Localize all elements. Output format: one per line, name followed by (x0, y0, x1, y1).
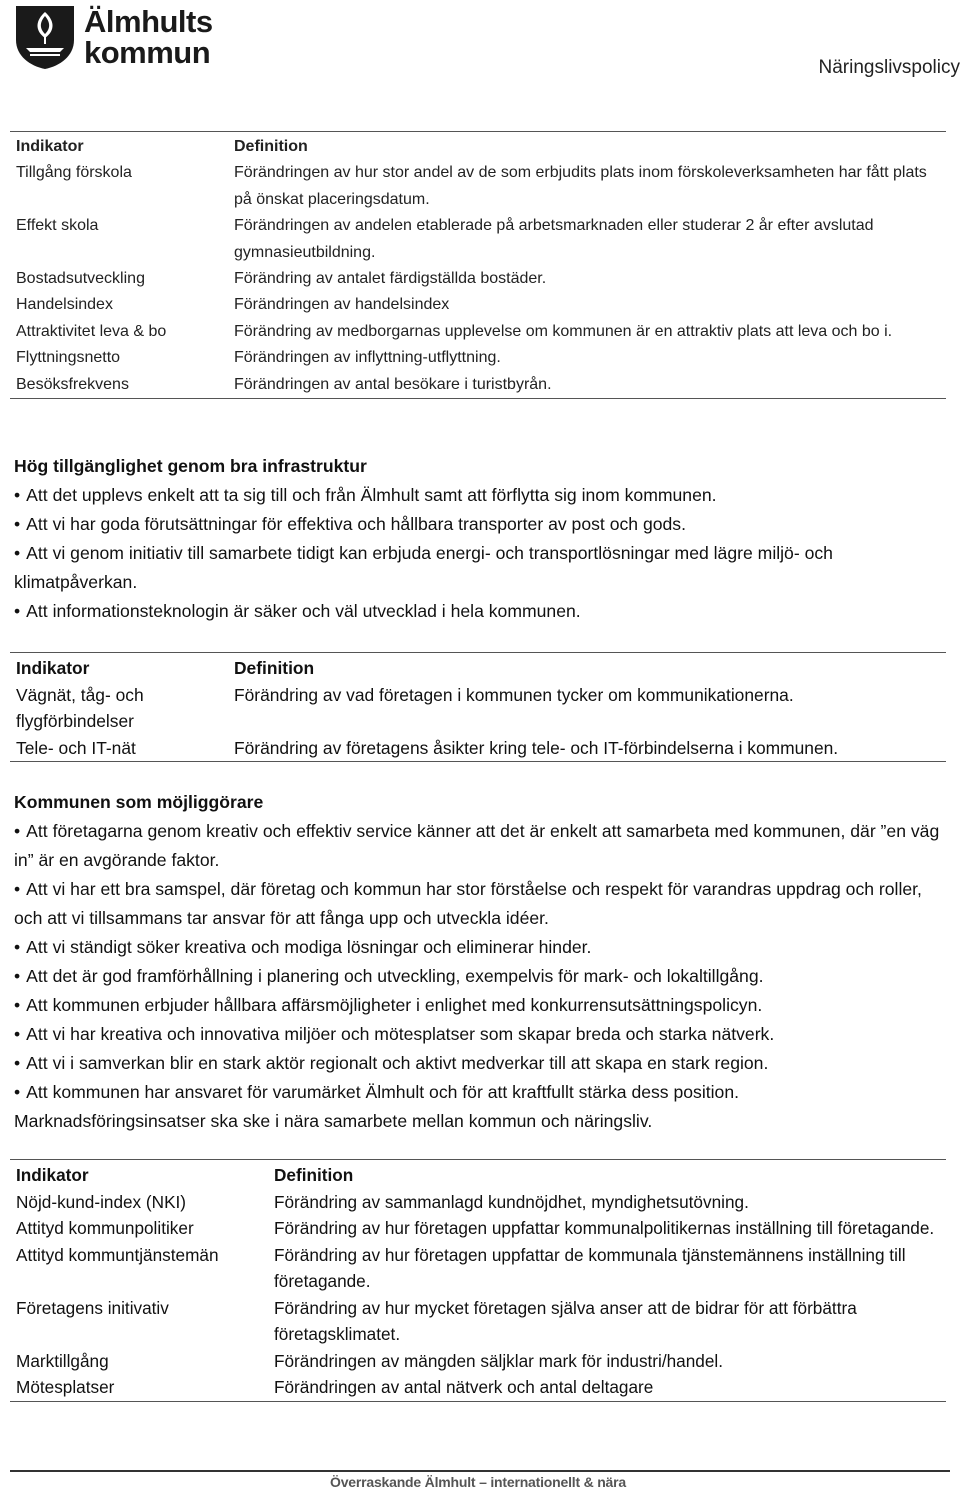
definition-cell: Förändringen av andelen etablerade på arbetsmarknaden eller studerar 2 år efter avslutad gymnasieutbildning. (234, 217, 874, 261)
bullet-text: Att vi ständigt söker kreativa och modiga lösningar och eliminerar hinder. (26, 937, 592, 957)
definition-cell: Förändring av sammanlagd kundnöjdhet, myndighetsutövning. (274, 1191, 749, 1212)
table-row (10, 319, 946, 345)
table-row (10, 1189, 946, 1216)
indicator-cell: Attityd kommunpolitiker (16, 1218, 194, 1238)
indicator-cell: Attityd kommuntjänstemän (16, 1244, 219, 1265)
bullet-icon: • (14, 821, 21, 841)
table-row (10, 345, 946, 371)
bullet-item (14, 991, 944, 1020)
definition-cell: Förändringen av handelsindex (234, 296, 450, 314)
bullet-text: Att vi genom initiativ till samarbete tidigt kan erbjuda energi- och transportlösningar med lägre miljö- och klimatpåverkan. (14, 543, 833, 592)
bullet-item (14, 481, 944, 510)
bullet-item (14, 875, 944, 933)
table-row (10, 1295, 946, 1348)
header-definition: Definition (234, 658, 315, 678)
indicator-table-3 (10, 1159, 946, 1402)
document-title: Näringslivspolicy (818, 57, 960, 78)
municipality-logo (14, 4, 234, 72)
bullet-icon: • (14, 1082, 21, 1102)
indicator-cell: Företagens initivativ (16, 1297, 169, 1318)
indicator-cell: Mötesplatser (16, 1377, 115, 1397)
bullet-item (14, 1020, 944, 1049)
indicator-cell: Effekt skola (16, 217, 99, 235)
table-row (10, 266, 946, 292)
bullet-text: Att kommunen erbjuder hållbara affärsmöjligheter i enlighet med konkurrensutsättningspolicyn. (26, 995, 763, 1015)
table-row (10, 1215, 946, 1242)
bullet-text: Att vi i samverkan blir en stark aktör regionalt och aktivt medverkar till att skapa en stark region. (26, 1053, 769, 1073)
definition-cell: Förändringen av antal besökare i turistbyrån. (234, 375, 552, 393)
page-footer (0, 1470, 960, 1495)
table-row (10, 682, 946, 735)
bullet-icon: • (14, 995, 21, 1015)
table-row (10, 213, 946, 266)
bullet-icon: • (14, 543, 21, 563)
definition-cell: Förändring av företagens åsikter kring tele- och IT-förbindelserna i kommunen. (234, 737, 839, 758)
header-indikator: Indikator (16, 138, 84, 155)
header-definition: Definition (274, 1165, 354, 1185)
bullet-item (14, 1078, 944, 1107)
table-row (10, 1348, 946, 1375)
table-header-row (10, 1160, 946, 1189)
bullet-item (14, 510, 944, 539)
table-header-row (10, 653, 946, 682)
bullet-icon: • (14, 601, 21, 621)
definition-cell: Förändring av hur mycket företagen själva anser att de bidrar för att förbättra företagsklimatet. (274, 1297, 857, 1344)
bullet-text: Att det upplevs enkelt att ta sig till och från Älmhult samt att förflytta sig inom kommunen. (26, 485, 717, 505)
definition-cell: Förändring av vad företagen i kommunen tycker om kommunikationerna. (234, 684, 794, 705)
indicator-cell: Handelsindex (16, 296, 113, 314)
indicator-table-2 (10, 652, 946, 762)
coat-of-arms-icon (14, 4, 76, 70)
bullet-item (14, 962, 944, 991)
indicator-cell: Flyttningsnetto (16, 349, 121, 367)
table-row (10, 292, 946, 318)
bullet-text: Att vi har ett bra samspel, där företag och kommun har stor förståelse och respekt för varandras uppdrag och roller, och att vi tillsammans tar ansvar för att fånga upp och utveckla idéer. (14, 879, 922, 928)
page-header (0, 0, 960, 100)
bullet-item (14, 539, 944, 597)
indicator-cell: Attraktivitet leva & bo (16, 322, 167, 340)
bullet-text: Att kommunen har ansvaret för varumärket Älmhult och för att kraftfullt stärka dess position. (26, 1082, 740, 1102)
indicator-cell: Nöjd-kund-index (NKI) (16, 1191, 187, 1212)
bullet-icon: • (14, 966, 21, 986)
header-indikator: Indikator (16, 658, 90, 678)
bullet-text: Att vi har goda förutsättningar för effektiva och hållbara transporter av post och gods. (26, 514, 686, 534)
indicator-cell: Vägnät, tåg- och flygförbindelser (16, 684, 144, 731)
bullet-icon: • (14, 879, 21, 899)
table-header-row (10, 132, 946, 161)
section-infrastructure (14, 452, 944, 626)
section-enabler (14, 788, 944, 1136)
bullet-item (14, 817, 944, 875)
definition-cell: Förändring av hur företagen uppfattar kommunalpolitikernas inställning till företagande. (274, 1218, 935, 1238)
table-row (10, 160, 946, 213)
definition-cell: Förändringen av antal nätverk och antal deltagare (274, 1377, 654, 1397)
indicator-cell: Tele- och IT-nät (16, 737, 136, 758)
logo-text-line1: Älmhults (84, 4, 213, 39)
bullet-text: Att företagarna genom kreativ och effektiv service känner att det är enkelt att samarbeta med kommunen, där ”en väg in” är en avgörande faktor. (14, 821, 940, 870)
header-indikator: Indikator (16, 1165, 89, 1185)
bullet-item (14, 1049, 944, 1078)
section-heading: Kommunen som möjliggörare (14, 792, 264, 812)
indicator-cell: Bostadsutveckling (16, 270, 145, 288)
definition-cell: Förändring av medborgarnas upplevelse om kommunen är en attraktiv plats att leva och bo i. (234, 322, 893, 340)
indicator-table-1 (10, 131, 946, 399)
bullet-text: Att det är god framförhållning i planering och utveckling, exempelvis för mark- och lokaltillgång. (26, 966, 764, 986)
definition-cell: Förändringen av mängden säljklar mark för industri/handel. (274, 1350, 724, 1371)
indicator-cell: Marktillgång (16, 1350, 109, 1371)
definition-cell: Förändring av antalet färdigställda bostäder. (234, 270, 547, 288)
indicator-cell: Tillgång förskola (16, 164, 132, 182)
bullet-text: Att informationsteknologin är säker och väl utvecklad i hela kommunen. (26, 601, 581, 621)
bullet-icon: • (14, 514, 21, 534)
table-row (10, 372, 946, 399)
logo-text-line2: kommun (84, 35, 211, 70)
table-row (10, 735, 946, 762)
bullet-item (14, 597, 944, 626)
definition-cell: Förändringen av inflyttning-utflyttning. (234, 349, 501, 367)
footer-slogan: Överraskande Älmhult – internationellt & nära (330, 1474, 626, 1490)
section-heading: Hög tillgänglighet genom bra infrastruktur (14, 456, 367, 476)
footer-divider (10, 1470, 950, 1472)
definition-cell: Förändring av hur företagen uppfattar de kommunala tjänstemännens inställning till företagande. (274, 1244, 906, 1291)
table-row (10, 1374, 946, 1401)
closing-paragraph: Marknadsföringsinsatser ska ske i nära samarbete mellan kommun och näringsliv. (14, 1111, 653, 1131)
definition-cell: Förändringen av hur stor andel av de som erbjudits plats inom förskoleverksamheten har fått plats på önskat placeringsdatum. (234, 164, 927, 208)
bullet-item (14, 933, 944, 962)
bullet-icon: • (14, 1024, 21, 1044)
header-definition: Definition (234, 138, 308, 155)
bullet-icon: • (14, 1053, 21, 1073)
table-row (10, 1242, 946, 1295)
bullet-icon: • (14, 937, 21, 957)
indicator-cell: Besöksfrekvens (16, 375, 129, 393)
bullet-icon: • (14, 485, 21, 505)
bullet-text: Att vi har kreativa och innovativa miljöer och mötesplatser som skapar breda och starka nätverk. (26, 1024, 775, 1044)
